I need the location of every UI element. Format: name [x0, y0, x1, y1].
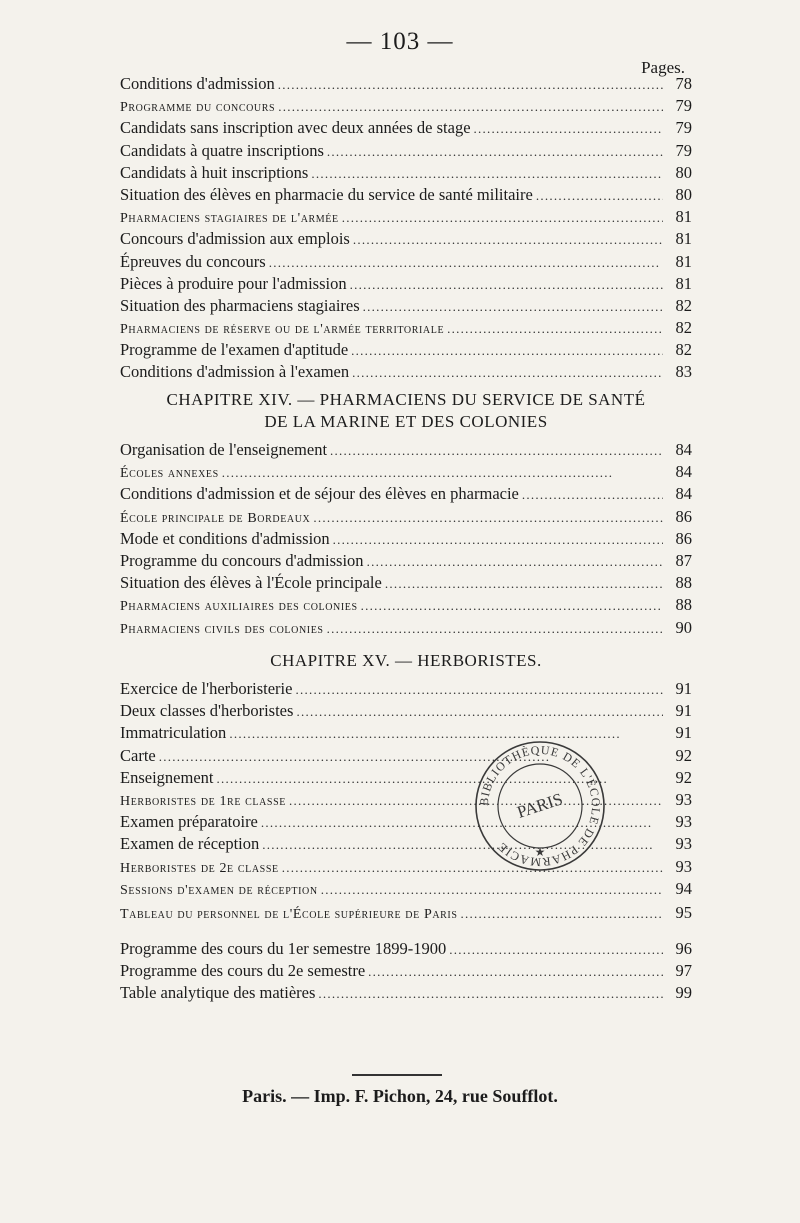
toc-entry-page: 86 [675, 528, 692, 548]
dot-leader [474, 121, 663, 137]
toc-entry-page: 82 [675, 318, 692, 338]
toc-entry-page: 92 [675, 745, 692, 765]
dot-leader [449, 942, 663, 958]
toc-entry [120, 879, 692, 901]
toc-entry-title: Programme de l'examen d'aptitude [120, 340, 349, 360]
toc-entry-title: Programme du concours [120, 100, 276, 116]
toc-entry-title: Conditions d'admission et de séjour des élèves en pharmacie [120, 484, 519, 504]
toc-entry-page: 99 [675, 983, 692, 1003]
toc-entry-page: 83 [675, 362, 692, 382]
toc-entry-page: 91 [675, 701, 692, 721]
dot-leader [461, 906, 663, 922]
dot-leader [278, 99, 663, 115]
toc-entry-page: 97 [675, 961, 692, 981]
toc-entry-title: Herboristes de 1re classe [120, 793, 286, 809]
toc-entry-title: Programme des cours du 2e semestre [120, 961, 366, 981]
dot-leader [327, 621, 663, 637]
toc-entry [120, 983, 692, 1005]
toc-entry-title: Concours d'admission aux emplois [120, 229, 350, 249]
toc-entry-title: Candidats sans inscription avec deux années de stage [120, 118, 471, 138]
toc-entry-page: 93 [675, 856, 692, 876]
toc-entry-page: 84 [675, 484, 692, 504]
toc-entry [120, 96, 692, 118]
toc-entry-page: 91 [675, 723, 692, 743]
toc-entry [120, 573, 692, 595]
toc-entry-page: 93 [675, 812, 692, 832]
chapter-xiv-heading [120, 389, 692, 433]
toc-entry-title: Pièces à produire pour l'admission [120, 273, 347, 293]
toc-entry [120, 362, 692, 384]
toc-entry-title: Écoles annexes [120, 466, 219, 482]
toc-entry-page: 81 [675, 207, 692, 227]
toc-entry-title: Situation des élèves à l'École principale [120, 573, 382, 593]
toc-entry-title: Mode et conditions d'admission [120, 528, 330, 548]
dot-leader [321, 882, 663, 898]
toc-entry-title: Examen préparatoire [120, 812, 258, 832]
toc-entry-title: Conditions d'admission à l'examen [120, 362, 350, 382]
toc-entry [120, 961, 692, 983]
toc-entry-page: 86 [675, 506, 692, 526]
toc-entry [120, 618, 692, 640]
toc-entry-page: 81 [675, 251, 692, 271]
footer-rule [352, 1074, 442, 1076]
toc-entry-title: Deux classes d'herboristes [120, 701, 294, 721]
toc-entry [120, 484, 692, 506]
toc-entry [120, 185, 692, 207]
dot-leader [342, 210, 663, 226]
toc-entry-title: Table analytique des matières [120, 983, 316, 1003]
dot-leader [361, 598, 663, 614]
toc-entry [120, 118, 692, 140]
toc-entry-title: Programme du concours d'admission [120, 550, 364, 570]
dot-leader [363, 299, 663, 315]
toc-entry-title: Carte [120, 745, 156, 765]
dot-leader [367, 554, 663, 570]
chapter-xiv-line1: CHAPITRE XIV. — PHARMACIENS DU SERVICE DE SANTÉ [166, 390, 646, 409]
toc-entry-page: 93 [675, 789, 692, 809]
toc-entry [120, 595, 692, 617]
toc-entry [120, 229, 692, 251]
toc-entry [120, 252, 692, 274]
toc-entry [120, 318, 692, 340]
toc-entry-title: Herboristes de 2e classe [120, 860, 279, 876]
dot-leader [222, 465, 663, 481]
toc-entry-page: 81 [675, 273, 692, 293]
toc-entry-page: 92 [675, 767, 692, 787]
dot-leader [368, 964, 663, 980]
dot-leader [350, 277, 663, 293]
toc-entry [120, 207, 692, 229]
toc-entry-page: 80 [675, 184, 692, 204]
printer-imprint: Paris. — Imp. F. Pichon, 24, rue Soufflot. [242, 1086, 558, 1106]
toc-entry-title: Examen de réception [120, 834, 260, 854]
toc-entry-title: Immatriculation [120, 723, 227, 743]
toc-entry-title: École principale de Bordeaux [120, 510, 311, 526]
dot-leader [522, 487, 663, 503]
toc-entry-page: 90 [675, 617, 692, 637]
toc-section-military-pharmacists [120, 74, 692, 385]
toc-entry-page: 91 [675, 679, 692, 698]
chapter-xiv-line2: DE LA MARINE ET DES COLONIES [264, 412, 548, 431]
dot-leader [353, 232, 663, 248]
toc-entry-page: 93 [675, 834, 692, 854]
toc-entry-page: 81 [675, 229, 692, 249]
dot-leader [296, 704, 663, 720]
dot-leader [278, 77, 663, 93]
toc-entry [120, 701, 692, 723]
toc-entry-title: Candidats à huit inscriptions [120, 162, 309, 182]
toc-entry-page: 79 [675, 96, 692, 116]
toc-entry [120, 939, 692, 961]
toc-entry [120, 903, 692, 925]
toc-entry-title: Situation des pharmaciens stagiaires [120, 295, 360, 315]
dot-leader [351, 343, 663, 359]
dot-leader [327, 144, 663, 160]
toc-entry [120, 296, 692, 318]
toc-entry-page: 96 [675, 939, 692, 958]
toc-entry [120, 340, 692, 362]
dot-leader [536, 188, 663, 204]
dot-leader [313, 510, 663, 526]
toc-entry-title: Situation des élèves en pharmacie du service de santé militaire [120, 184, 533, 204]
dot-leader [318, 986, 663, 1002]
dot-leader [295, 682, 663, 698]
toc-entry-page: 88 [675, 595, 692, 615]
dot-leader [330, 443, 663, 459]
toc-entry [120, 74, 692, 96]
toc-section-programmes [120, 939, 692, 1006]
toc-entry [120, 440, 692, 462]
dot-leader [311, 166, 663, 182]
toc-entry-title: Enseignement [120, 767, 214, 787]
dot-leader [385, 576, 663, 592]
chapter-xv-line1: CHAPITRE XV. — HERBORISTES. [270, 651, 542, 670]
page-number: — 103 — [346, 28, 454, 55]
toc-entry-page: 87 [675, 550, 692, 570]
toc-entry-page: 79 [675, 118, 692, 138]
pages-column-label: Pages. [641, 58, 685, 77]
library-stamp [472, 738, 608, 874]
toc-entry [120, 141, 692, 163]
toc-entry-title: Sessions d'examen de réception [120, 882, 318, 898]
toc-entry [120, 462, 692, 484]
toc-entry [120, 274, 692, 296]
toc-entry-page: 79 [675, 140, 692, 160]
toc-entry [120, 679, 692, 701]
toc-entry [120, 163, 692, 185]
toc-section-navy-pharmacists [120, 440, 692, 640]
toc-entry-page: 95 [675, 903, 692, 922]
toc-entry-page: 88 [675, 573, 692, 593]
toc-entry [120, 529, 692, 551]
toc-entry-title: Candidats à quatre inscriptions [120, 140, 324, 160]
toc-entry [120, 551, 692, 573]
toc-entry-title: Conditions d'admission [120, 74, 275, 93]
toc-entry-title: Pharmaciens civils des colonies [120, 621, 324, 637]
toc-entry-title: Exercice de l'herboristerie [120, 679, 293, 698]
dot-leader [269, 255, 663, 271]
toc-entry-page: 84 [675, 462, 692, 482]
dot-leader [447, 321, 663, 337]
toc-entry-page: 80 [675, 162, 692, 182]
toc-entry-title: Épreuves du concours [120, 251, 266, 271]
toc-entry-page: 94 [675, 878, 692, 898]
chapter-xv-heading [120, 650, 692, 672]
toc-entry-title: Programme des cours du 1er semestre 1899-1900 [120, 939, 447, 958]
toc-entry-title: Organisation de l'enseignement [120, 440, 328, 459]
stamp-ring-text: BIBLIOTHÈQUE DE L'ÉCOLE DE PHARMACIE [476, 742, 604, 870]
toc-section-personnel [120, 903, 692, 925]
toc-entry-title: Pharmaciens auxiliaires des colonies [120, 599, 358, 615]
toc-entry-title: Tableau du personnel de l'École supérieure de Paris [120, 907, 458, 922]
toc-entry-page: 78 [675, 74, 692, 93]
dot-leader [333, 532, 663, 548]
stamp-star-icon: ★ [534, 845, 546, 859]
toc-entry-page: 82 [675, 340, 692, 360]
toc-entry-title: Pharmaciens de réserve ou de l'armée territoriale [120, 322, 445, 338]
stamp-center-text: PARIS [514, 789, 565, 822]
dot-leader [352, 365, 663, 381]
toc-entry [120, 507, 692, 529]
toc-entry-page: 84 [675, 440, 692, 459]
toc-entry-title: Pharmaciens stagiaires de l'armée [120, 211, 339, 227]
toc-entry-page: 82 [675, 295, 692, 315]
